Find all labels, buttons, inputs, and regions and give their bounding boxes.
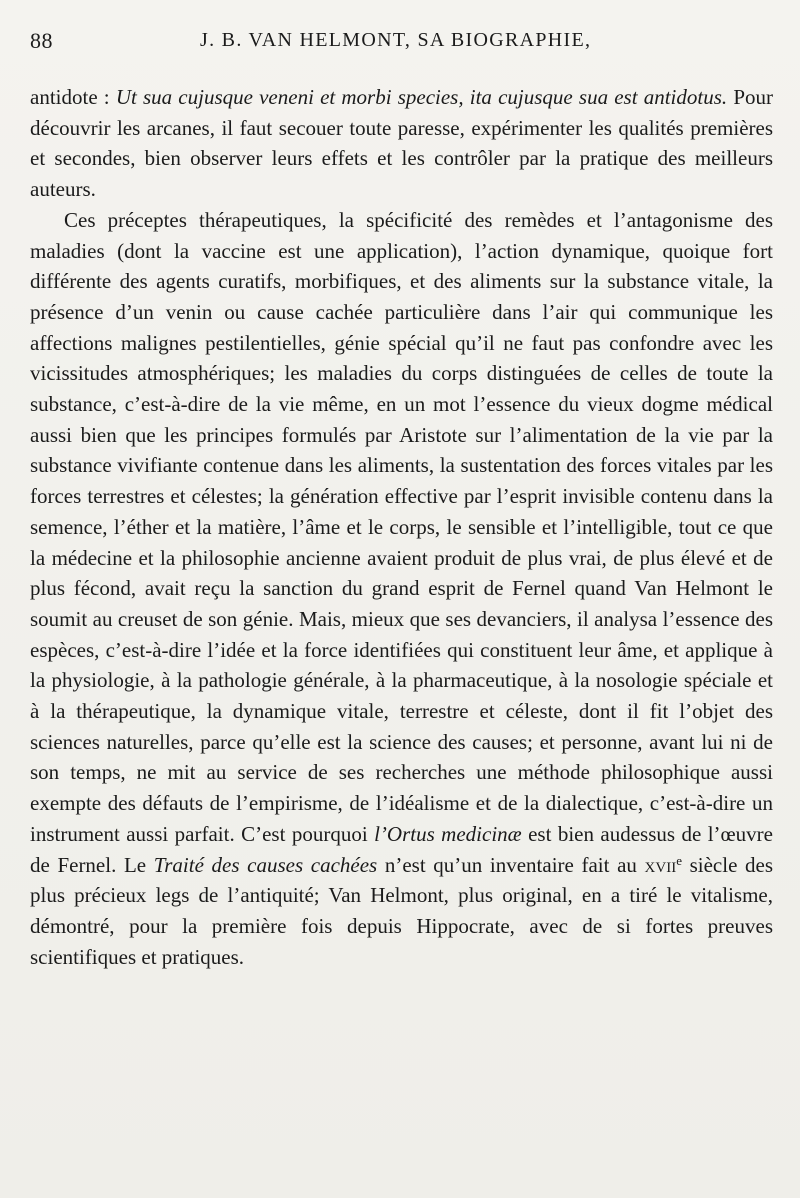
paragraph-2-text-a: Ces préceptes thérapeutiques, la spécificité des remèdes et l’antagonisme des maladies (dont la vaccine est une application), l’action dynamique, quoique fort différente des agents curatifs, morbifiques, et des aliments sur la substance vitale, la présence d’un venin ou cause cachée particulière dans l’air qui communique les affections malignes pestilentielles, génie spécial qu’il ne faut pas confondre avec les vicissitudes atmosphériques; les maladies du corps distinguées de celles de toute la substance, c’est-à-dire de la vie même, en un mot l’essence du vieux dogme médical aussi bien que les principes formulés par Aristote sur l’alimentation de la vie par la substance vivifiante contenue dans les aliments, la sustentation des forces vitales par les forces terrestres et célestes; la génération effective par l’esprit invisible contenu dans la semence, l’éther et la matière, l’âme et le corps, le sensible et l’intelligible, tout ce que la médecine et la philosophie ancienne avaient produit de plus vrai, de plus élevé et de plus fécond, avait reçu la sanction du grand esprit de Fernel quand Van Helmont le soumit au creuset de son génie. Mais, mieux que ses devanciers, il analysa l’essence des espèces, c’est-à-dire l’idée et la force identifiées qui constituent leur âme, et applique à la physiologie, à la pathologie générale, à la pharmaceutique, à la nosologie spéciale et à la thérapeutique, la dynamique vitale, terrestre et céleste, dont il fit l’objet des sciences naturelles, parce qu’elle est la science des causes; et personne, avant lui ni de son temps, ne mit au service de ses recherches une méthode philosophique aussi exempte des défauts de l’empirisme, de l’idéalisme et de la dialectique, c’est-à-dire un instrument aussi parfait. C’est pourquoi xyxy=(30,207,773,846)
paragraph-2-text-d: siècle des plus précieux legs de l’antiquité; Van Helmont, plus original, en a tiré le vitalisme, démontré, pour la première fois depuis Hippocrate, avec de si fortes preuves scientifiques et pratiques. xyxy=(30,852,774,969)
paragraph-1 xyxy=(30,82,773,205)
ortus-medicinae-title: l’Ortus medicinæ xyxy=(374,821,522,846)
running-title: J. B. VAN HELMONT, SA BIOGRAPHIE, xyxy=(200,29,592,51)
page-number: 88 xyxy=(30,28,53,53)
century-numeral: xvii xyxy=(644,852,677,877)
running-head xyxy=(30,28,760,62)
paragraph-2-text-c: n’est qu’un inventaire fait au xyxy=(377,852,645,877)
paragraph-2-text-b: est bien audessus de l’œuvre de Fernel. Le xyxy=(30,821,774,877)
century-suffix: e xyxy=(676,852,682,868)
traite-causes-cachees-title: Traité des causes cachées xyxy=(153,852,378,877)
paragraph-1-text: Pour découvrir les arcanes, il faut secouer toute paresse, expérimenter les qualités premières et secondes, bien observer leurs effets et les contrôler par la pratique des meilleurs auteurs. xyxy=(30,85,773,202)
paragraph-2 xyxy=(30,205,773,973)
body-text xyxy=(30,82,773,972)
latin-quote: Ut sua cujusque veneni et morbi species, ita cujusque sua est antidotus. xyxy=(115,85,728,109)
paragraph-1-lead: antidote : xyxy=(30,85,116,109)
